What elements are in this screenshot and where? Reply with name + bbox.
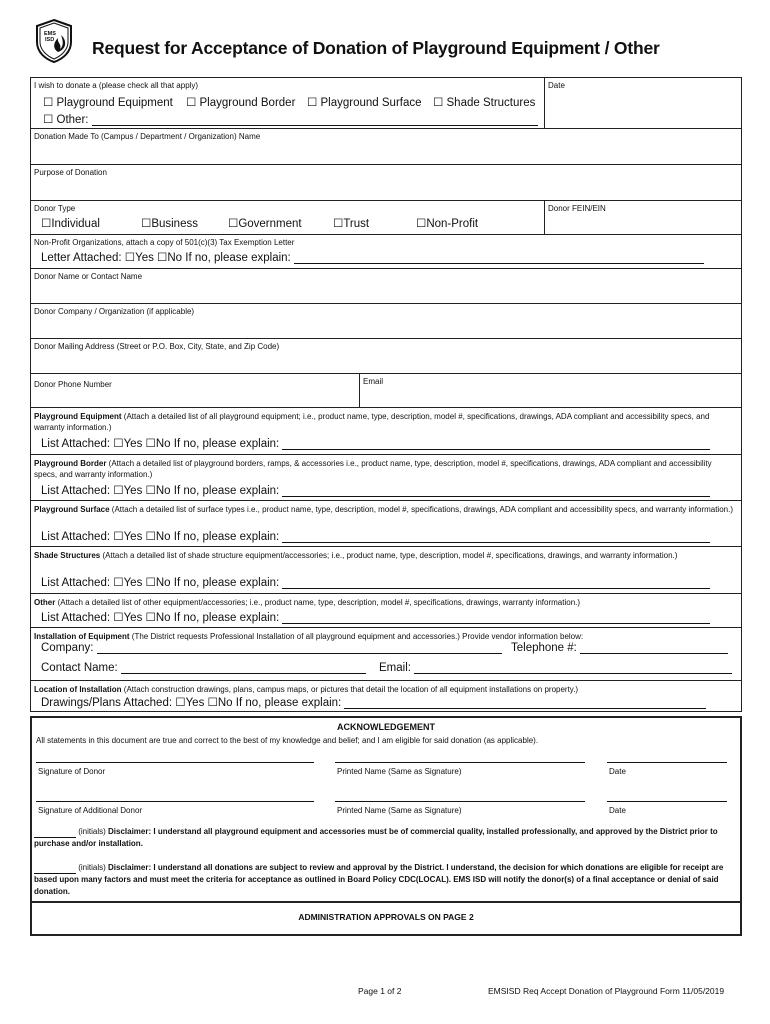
other-input-line[interactable] (92, 115, 538, 126)
no-label: No (155, 612, 171, 624)
date-cell[interactable] (544, 78, 743, 128)
donor-type-label: Donor Type (34, 204, 76, 213)
company-label: Company: (41, 642, 94, 654)
explain-input[interactable] (282, 439, 710, 450)
initials-input-2[interactable] (34, 865, 76, 874)
printed-name-line-1[interactable] (335, 762, 585, 763)
purpose-row[interactable] (31, 165, 741, 201)
nonprofit-row (31, 235, 741, 269)
no-label: No (155, 485, 171, 497)
attachment-row-playground-border (31, 455, 741, 501)
donor-signature-label: Signature of Donor (38, 767, 106, 776)
donor-phone-label: Donor Phone Number (34, 380, 112, 389)
no-checkbox[interactable]: ☐No (145, 438, 171, 450)
attachment-text: (Attach a detailed list of surface types i.e., product name, type, description, model #, specifications, drawings, ADA compliant and accessibility specs, and warranty information.) (109, 505, 733, 514)
installation-heading: Installation of Equipment (34, 632, 130, 641)
option-label: Playground Border (199, 97, 296, 109)
initials-input-1[interactable] (34, 829, 76, 838)
option-label: Business (151, 218, 198, 230)
date-line-1[interactable] (607, 762, 727, 763)
yes-label: Yes (123, 577, 143, 589)
explain-input[interactable] (344, 698, 706, 709)
acknowledgement-statement: All statements in this document are true and correct to the best of my knowledge and belief; and I am eligible for said donation (as applicable). (36, 736, 539, 745)
donor-company-row[interactable] (31, 304, 741, 339)
form-id: EMSISD Req Accept Donation of Playground Form 11/05/2019 (488, 986, 725, 996)
option-label: Shade Structures (446, 97, 536, 109)
acknowledgement-box (30, 716, 742, 936)
svg-text:ISD: ISD (45, 37, 55, 43)
page-number: Page 1 of 2 (358, 986, 402, 996)
yes-checkbox[interactable]: ☐Yes (113, 438, 143, 450)
date-label-2: Date (609, 806, 626, 815)
list-attached-line (41, 610, 710, 624)
option-label: Individual (51, 218, 100, 230)
printed-name-label-2: Printed Name (Same as Signature) (337, 806, 462, 815)
installation-row (31, 628, 741, 681)
installation-desc (34, 631, 735, 642)
yes-checkbox[interactable]: ☐Yes (175, 697, 205, 709)
admin-approvals-note: ADMINISTRATION APPROVALS ON PAGE 2 (298, 912, 474, 922)
explain-label: If no, please explain: (185, 252, 291, 264)
no-checkbox[interactable]: ☐No (145, 485, 171, 497)
checkbox-individual[interactable]: ☐Individual (41, 218, 100, 230)
explain-input[interactable] (282, 613, 710, 624)
letter-no-checkbox[interactable]: ☐No (157, 252, 183, 264)
checkbox-trust[interactable]: ☐Trust (333, 218, 370, 230)
attachment-text: (Attach a detailed list of playground borders, ramps, & accessories i.e., product name, type, description, model #, specifications, drawings, ADA compliant and accessibility specs, and warranty information.) (34, 459, 712, 479)
company-input[interactable] (97, 643, 502, 654)
letter-explain-input[interactable] (294, 253, 704, 264)
donor-name-label: Donor Name or Contact Name (34, 272, 143, 281)
explain-input[interactable] (282, 532, 710, 543)
attachment-heading: Other (34, 598, 56, 607)
yes-label: Yes (135, 252, 154, 264)
attachment-desc (34, 504, 735, 515)
explain-label: If no, please explain: (235, 697, 342, 709)
option-label: Non-Profit (426, 218, 479, 230)
yes-label: Yes (123, 612, 143, 624)
attachment-row-playground-surface (31, 501, 741, 547)
option-label: Playground Equipment (56, 97, 173, 109)
checkbox-business[interactable]: ☐Business (141, 218, 198, 230)
donor-name-row[interactable] (31, 269, 741, 304)
location-heading: Location of Installation (34, 685, 122, 694)
disclaimer-text: Disclaimer: I understand all playground equipment and accessories must be of commercial quality, installed professionally, and approved by the District prior to purchase and/or installation. (34, 827, 718, 848)
fein-label: Donor FEIN/EIN (548, 204, 606, 213)
acknowledgement-heading: ACKNOWLEDGEMENT (337, 722, 435, 732)
letter-attached-line (41, 250, 704, 264)
attachment-heading: Playground Border (34, 459, 107, 468)
date-label: Date (548, 81, 565, 90)
drawings-attached-line (41, 695, 706, 709)
donation-form (30, 77, 742, 712)
list-attached-line (41, 483, 710, 497)
donate-label: I wish to donate a (please check all that apply) (34, 81, 199, 90)
yes-label: Yes (123, 531, 143, 543)
checkbox-playground-surface[interactable]: ☐ Playground Surface (307, 97, 422, 109)
attachment-heading: Playground Surface (34, 505, 110, 514)
checkbox-playground-border[interactable]: ☐ Playground Border (186, 97, 296, 109)
attachment-desc (34, 597, 735, 608)
no-label: No (217, 697, 233, 709)
installation-text: (The District requests Professional Installation of all playground equipment and accessories.) Provide vendor information below: (129, 632, 584, 641)
attachment-heading: Playground Equipment (34, 412, 122, 421)
vendor-email-label: Email: (379, 662, 411, 674)
no-label: No (155, 531, 171, 543)
explain-label: If no, please explain: (173, 531, 280, 543)
divider (32, 901, 740, 903)
company-field (41, 642, 502, 654)
yes-label: Yes (123, 485, 143, 497)
no-label: No (167, 252, 183, 264)
contact-field (41, 662, 366, 674)
ems-isd-logo (34, 18, 74, 64)
no-checkbox[interactable]: ☐No (207, 697, 233, 709)
checkbox-playground-equipment[interactable]: ☐ Playground Equipment (43, 97, 173, 109)
no-checkbox[interactable]: ☐No (145, 531, 171, 543)
checkbox-government[interactable]: ☐Government (228, 218, 302, 230)
yes-checkbox[interactable]: ☐Yes (113, 612, 143, 624)
purpose-label: Purpose of Donation (34, 168, 107, 177)
fein-cell[interactable] (544, 201, 743, 234)
disclaimer-1 (34, 826, 734, 850)
date-line-2[interactable] (607, 801, 727, 802)
other-label: Other: (56, 114, 89, 126)
email-cell[interactable] (359, 374, 743, 407)
additional-signature-line[interactable] (36, 801, 314, 802)
option-label: Playground Surface (320, 97, 422, 109)
attachment-text: (Attach a detailed list of shade structure equipment/accessories; i.e., product name, type, description, model #, specifications, drawings, and warranty information.) (100, 551, 678, 560)
disclaimer-text: Disclaimer: I understand all donations are subject to review and approval by the District. I understand, the decision for which donations are eligible for receipt are based upon many factors and must meet the criteria for acceptance as outlined in Board Policy CDC(LOCAL). EMS ISD will notify the donor(s) of a final acceptance or denial of said donation. (34, 863, 724, 896)
initials-label: (initials) (78, 827, 109, 836)
attachment-row-shade-structures (31, 547, 741, 594)
attachment-row-other (31, 594, 741, 628)
donation-made-to-row[interactable] (31, 129, 741, 165)
list-attached-label: List Attached: (41, 612, 111, 624)
attachment-text: (Attach a detailed list of all playground equipment; i.e., product name, type, description, model #, specifications, drawings, ADA compliant and accessibility specs, and warranty information.) (34, 412, 710, 432)
donor-company-label: Donor Company / Organization (if applicable) (34, 307, 195, 316)
location-desc (34, 684, 735, 695)
no-label: No (155, 577, 171, 589)
printed-name-line-2[interactable] (335, 801, 585, 802)
donor-address-label: Donor Mailing Address (Street or P.O. Box, City, State, and Zip Code) (34, 342, 280, 351)
list-attached-label: List Attached: (41, 438, 111, 450)
date-label-1: Date (609, 767, 626, 776)
location-row (31, 681, 741, 711)
list-attached-label: List Attached: (41, 577, 111, 589)
contact-label: Contact Name: (41, 662, 118, 674)
option-label: Government (238, 218, 302, 230)
option-label: Trust (343, 218, 370, 230)
vendor-email-input[interactable] (414, 663, 732, 674)
additional-signature-label: Signature of Additional Donor (38, 806, 143, 815)
contact-input[interactable] (121, 663, 366, 674)
list-attached-label: List Attached: (41, 485, 111, 497)
explain-label: If no, please explain: (173, 577, 280, 589)
telephone-input[interactable] (580, 643, 728, 654)
donation-type-row (31, 78, 741, 129)
checkbox-shade-structures[interactable]: ☐ Shade Structures (433, 97, 536, 109)
page-title: Request for Acceptance of Donation of Playground Equipment / Other (92, 38, 660, 58)
svg-text:EMS: EMS (44, 31, 56, 37)
checkbox-other[interactable]: ☐ Other: (43, 112, 538, 126)
checkbox-non-profit[interactable]: ☐Non-Profit (416, 218, 479, 230)
donation-made-to-label: Donation Made To (Campus / Department / Organization) Name (34, 132, 261, 141)
attachment-heading: Shade Structures (34, 551, 101, 560)
no-checkbox[interactable]: ☐No (145, 612, 171, 624)
explain-label: If no, please explain: (173, 485, 280, 497)
explain-label: If no, please explain: (173, 438, 280, 450)
attachment-text: (Attach a detailed list of other equipment/accessories; i.e., product name, type, description, model #, specifications, drawings, warranty information.) (55, 598, 581, 607)
donor-signature-line[interactable] (36, 762, 314, 763)
attachment-desc (34, 411, 735, 433)
yes-label: Yes (185, 697, 205, 709)
donor-phone-row (31, 374, 741, 408)
list-attached-line (41, 436, 710, 450)
donor-type-row (31, 201, 741, 235)
list-attached-line (41, 529, 710, 543)
printed-name-label-1: Printed Name (Same as Signature) (337, 767, 462, 776)
explain-input[interactable] (282, 578, 710, 589)
list-attached-line (41, 575, 710, 589)
telephone-field (511, 642, 728, 654)
no-checkbox[interactable]: ☐No (145, 577, 171, 589)
yes-checkbox[interactable]: ☐Yes (113, 485, 143, 497)
nonprofit-label: Non-Profit Organizations, attach a copy of 501(c)(3) Tax Exemption Letter (34, 238, 295, 247)
letter-attached-label: Letter Attached: (41, 252, 122, 264)
email-label: Email (363, 377, 384, 386)
explain-label: If no, please explain: (173, 612, 280, 624)
attachment-desc (34, 550, 735, 561)
telephone-label: Telephone #: (511, 642, 577, 654)
attachment-row-playground-equipment (31, 408, 741, 455)
donor-address-row[interactable] (31, 339, 741, 374)
explain-input[interactable] (282, 486, 710, 497)
letter-yes-checkbox[interactable]: ☐Yes (124, 252, 154, 264)
attachment-desc (34, 458, 735, 480)
no-label: No (155, 438, 171, 450)
yes-label: Yes (123, 438, 143, 450)
vendor-email-field (379, 662, 732, 674)
yes-checkbox[interactable]: ☐Yes (113, 577, 143, 589)
drawings-attached-label: Drawings/Plans Attached: (41, 697, 173, 709)
location-text: (Attach construction drawings, plans, campus maps, or pictures that detail the location of all equipment installations on property.) (121, 685, 579, 694)
yes-checkbox[interactable]: ☐Yes (113, 531, 143, 543)
disclaimer-2 (34, 862, 734, 898)
list-attached-label: List Attached: (41, 531, 111, 543)
initials-label: (initials) (78, 863, 109, 872)
